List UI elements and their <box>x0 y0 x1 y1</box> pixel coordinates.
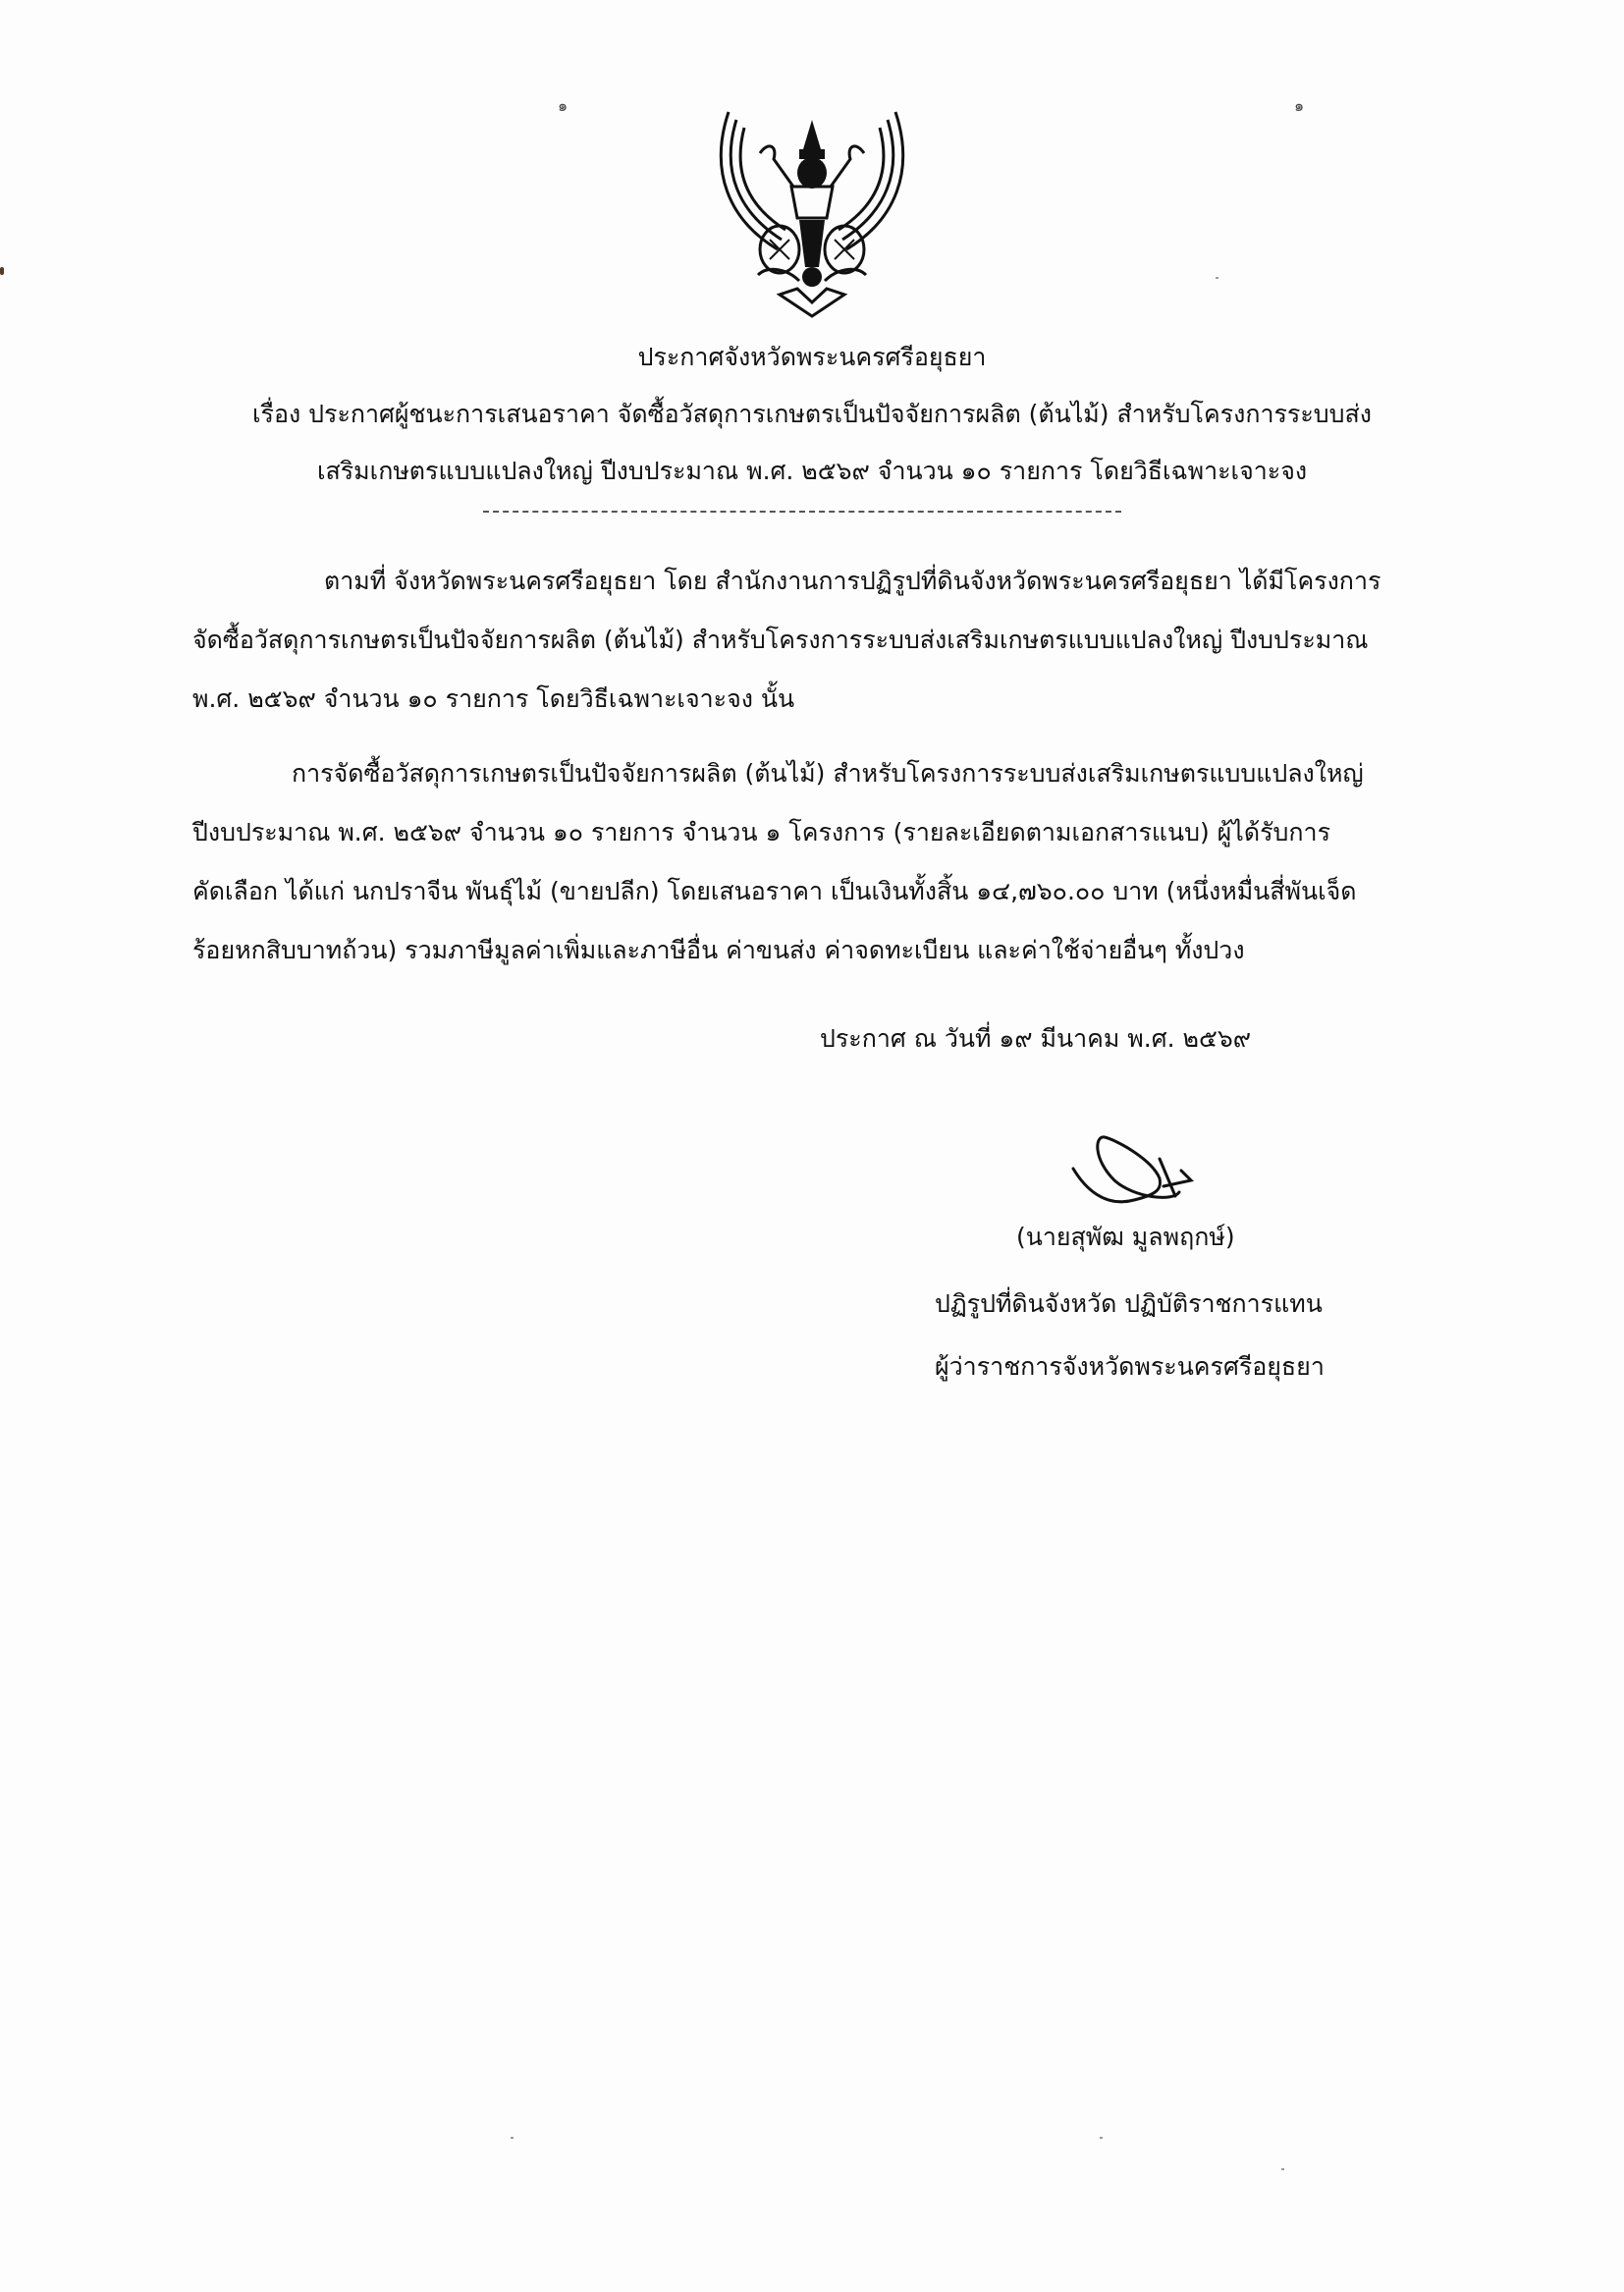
paragraph-2-line-3: คัดเลือก ได้แก่ นกปราจีน พันธุ์ไม้ (ขายปลีก) โดยเสนอราคา เป็นเงินทั้งสิ้น ๑๔,๗๖๐.๐๐ บาท (หนึ่งหมื่นสี่พันเจ็ด <box>192 877 1357 905</box>
scan-speck <box>1216 277 1218 279</box>
signer-name: (นายสุพัฒ มูลพฤกษ์) <box>1016 1223 1235 1251</box>
subject-line-2: เสริมเกษตรแบบแปลงใหญ่ ปีงบประมาณ พ.ศ. ๒๕๖๙ จำนวน ๑๐ รายการ โดยวิธีเฉพาะเจาะจง <box>316 457 1308 485</box>
signer-position-line-1: ปฏิรูปที่ดินจังหวัด ปฏิบัติราชการแทน <box>935 1289 1323 1318</box>
scan-edge-mark <box>0 267 4 275</box>
announcement-title: ประกาศจังหวัดพระนครศรีอยุธยา <box>637 343 987 371</box>
paragraph-1-line-1: ตามที่ จังหวัดพระนครศรีอยุธยา โดย สำนักงานการปฏิรูปที่ดินจังหวัดพระนครศรีอยุธยา ได้มีโครงการ <box>324 567 1381 595</box>
paragraph-2-line-1: การจัดซื้อวัสดุการเกษตรเป็นปัจจัยการผลิต (ต้นไม้) สำหรับโครงการระบบส่งเสริมเกษตรแบบแปลงใหญ่ <box>292 759 1364 788</box>
subject-line-1: เรื่อง ประกาศผู้ชนะการเสนอราคา จัดซื้อวัสดุการเกษตรเป็นปัจจัยการผลิต (ต้นไม้) สำหรับโครงการระบบส่ง <box>252 400 1372 428</box>
scan-speck <box>1100 2137 1103 2139</box>
announcement-date: ประกาศ ณ วันที่ ๑๙ มีนาคม พ.ศ. ๒๕๖๙ <box>820 1024 1252 1053</box>
paragraph-1-line-2: จัดซื้อวัสดุการเกษตรเป็นปัจจัยการผลิต (ต้นไม้) สำหรับโครงการระบบส่งเสริมเกษตรแบบแปลงใหญ่ ปีงบประมาณ <box>192 626 1369 654</box>
signer-position-line-2: ผู้ว่าราชการจังหวัดพระนครศรีอยุธยา <box>935 1352 1325 1381</box>
garuda-emblem-icon <box>709 102 915 318</box>
scan-speck <box>1281 2168 1284 2170</box>
page-number-mark-left: ๑ <box>558 96 568 115</box>
paragraph-2-line-4: ร้อยหกสิบบาทถ้วน) รวมภาษีมูลค่าเพิ่มและภาษีอื่น ค่าขนส่ง ค่าจดทะเบียน และค่าใช้จ่ายอื่นๆ ทั้งปวง <box>192 936 1245 964</box>
divider-line <box>483 511 1121 513</box>
paragraph-1-line-3: พ.ศ. ๒๕๖๙ จำนวน ๑๐ รายการ โดยวิธีเฉพาะเจาะจง นั้น <box>192 684 795 713</box>
signature-icon <box>1065 1129 1203 1218</box>
paragraph-2-line-2: ปีงบประมาณ พ.ศ. ๒๕๖๙ จำนวน ๑๐ รายการ จำนวน ๑ โครงการ (รายละเอียดตามเอกสารแนบ) ผู้ได้รับการ <box>192 818 1330 846</box>
scan-speck <box>511 2137 514 2139</box>
page-number-mark-right: ๑ <box>1294 96 1305 115</box>
